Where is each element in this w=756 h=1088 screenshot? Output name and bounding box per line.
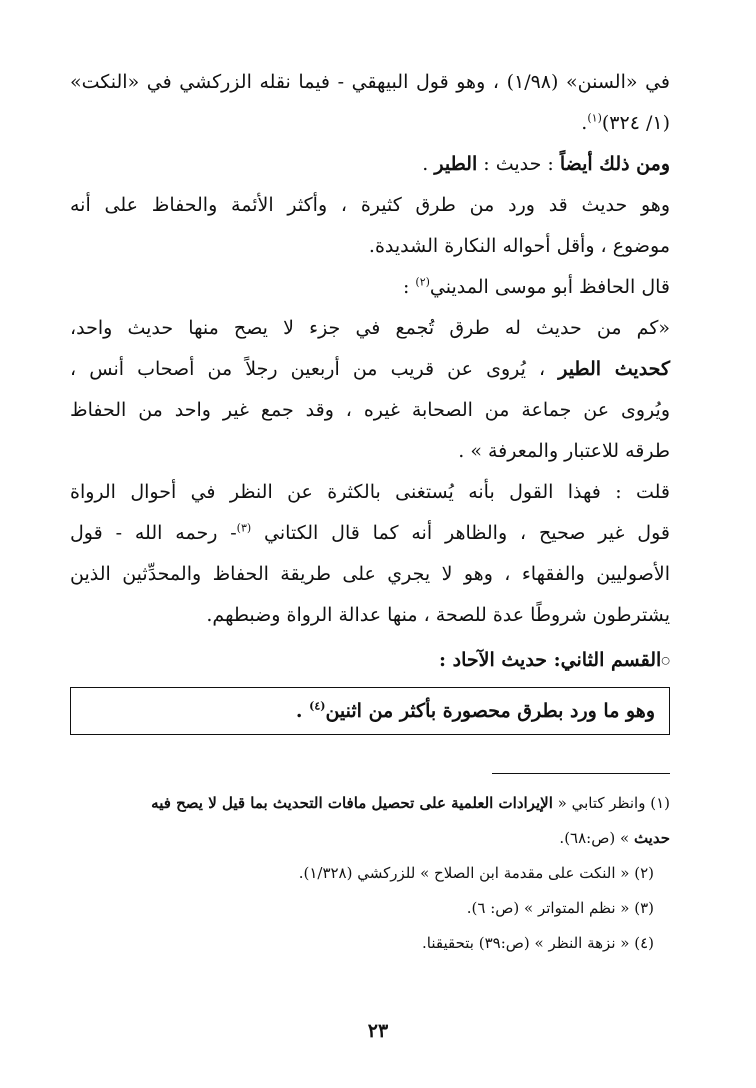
text-line-2 xyxy=(70,103,670,144)
heading-text: القسم الثاني: حديث الآحاد : xyxy=(439,649,662,671)
text-line-11 xyxy=(70,472,670,513)
section-heading xyxy=(70,640,670,681)
text-line-3 xyxy=(70,144,670,185)
text: . xyxy=(581,112,588,134)
definition-text: وهو ما ورد بطرق محصورة بأكثر من اثنين xyxy=(325,700,655,722)
footnote-3 xyxy=(70,891,670,926)
footnote-ref-3: (٣) xyxy=(236,521,252,535)
footnote-1 xyxy=(70,786,670,821)
text: قلت : فهذا القول بأنه يُستغنى بالكثرة عن النظر في أحوال الرواة xyxy=(70,481,670,503)
text: طرقه للاعتبار والمعرفة » . xyxy=(458,440,670,462)
text: الأصوليين والفقهاء ، وهو لا يجري على طريقة الحفاظ والمحدِّثين الذين xyxy=(70,563,670,585)
text-line-12 xyxy=(70,513,670,554)
text: ويُروى عن جماعة من الصحابة غيره ، وقد جمع غير واحد من الحفاظ xyxy=(70,399,670,421)
text-line-6 xyxy=(70,267,670,308)
text: (٣) « نظم المتواتر » (ص: ٦). xyxy=(466,899,654,917)
bold-text: كحديث الطير xyxy=(558,358,670,380)
text: (٢) « النكت على مقدمة ابن الصلاح » للزركشي (١/٣٢٨). xyxy=(298,864,654,882)
page-body xyxy=(70,62,670,961)
text-line-8 xyxy=(70,349,670,390)
text: : حديث : xyxy=(477,153,560,175)
footnote-1-cont xyxy=(70,821,670,856)
text: موضوع ، وأقل أحواله النكارة الشديدة. xyxy=(368,235,670,257)
text: قول غير صحيح ، والظاهر أنه كما قال الكتاني xyxy=(251,522,670,544)
footnote-ref-2: (٢) xyxy=(415,275,430,289)
text-line-7 xyxy=(70,308,670,349)
footnote-divider xyxy=(492,773,670,774)
footnote-4 xyxy=(70,926,670,961)
text-line-9 xyxy=(70,390,670,431)
text: وانظر كتابي « xyxy=(552,794,651,812)
text: في «السنن» (١/٩٨) ، وهو قول البيهقي - فيما نقله الزركشي في «النكت» xyxy=(70,71,670,93)
text-line-14 xyxy=(70,595,670,636)
bold-text: ومن ذلك أيضاً xyxy=(559,153,670,175)
text: يشترطون شروطًا عدة للصحة ، منها عدالة الرواة وضبطهم. xyxy=(206,604,670,626)
text: وهو حديث قد ورد من طرق كثيرة ، وأكثر الأئمة والحفاظ على أنه xyxy=(70,194,670,216)
text-line-5 xyxy=(70,226,670,267)
footnote-ref-1: (١) xyxy=(587,111,602,125)
bold-text: الطير xyxy=(434,153,478,175)
text: . xyxy=(422,153,435,175)
text: «كم من حديث له طرق تُجمع في جزء لا يصح منها حديث واحد، xyxy=(70,317,670,339)
footnote-ref-4: (٤) xyxy=(309,699,326,713)
text: ، يُروى عن قريب من أربعين رجلاً من أصحاب أنس ، xyxy=(70,358,559,380)
text: - رحمه الله - قول xyxy=(70,522,237,544)
text-line-1 xyxy=(70,62,670,103)
text: قال الحافظ أبو موسى المديني xyxy=(429,276,670,298)
page-number: ٢٣ xyxy=(367,1020,389,1042)
text-line-10 xyxy=(70,431,670,472)
text: (١/ ٣٢٤) xyxy=(601,112,670,134)
bold-text: الإيرادات العلمية على تحصيل مافات التحديث بما قيل لا يصح فيه xyxy=(151,794,553,812)
text-line-13 xyxy=(70,554,670,595)
text: (٤) « نزهة النظر » (ص:٣٩) بتحقيقنا. xyxy=(422,934,654,952)
text: » (ص:٦٨). xyxy=(559,829,634,847)
footnote-number: (١) xyxy=(650,794,670,812)
bold-text: حديث xyxy=(633,829,670,847)
text: : xyxy=(402,276,416,298)
footnote-2 xyxy=(70,856,670,891)
definition-box xyxy=(70,687,670,735)
bullet-icon: ○ xyxy=(661,655,670,667)
text: . xyxy=(295,700,310,722)
text-line-4 xyxy=(70,185,670,226)
